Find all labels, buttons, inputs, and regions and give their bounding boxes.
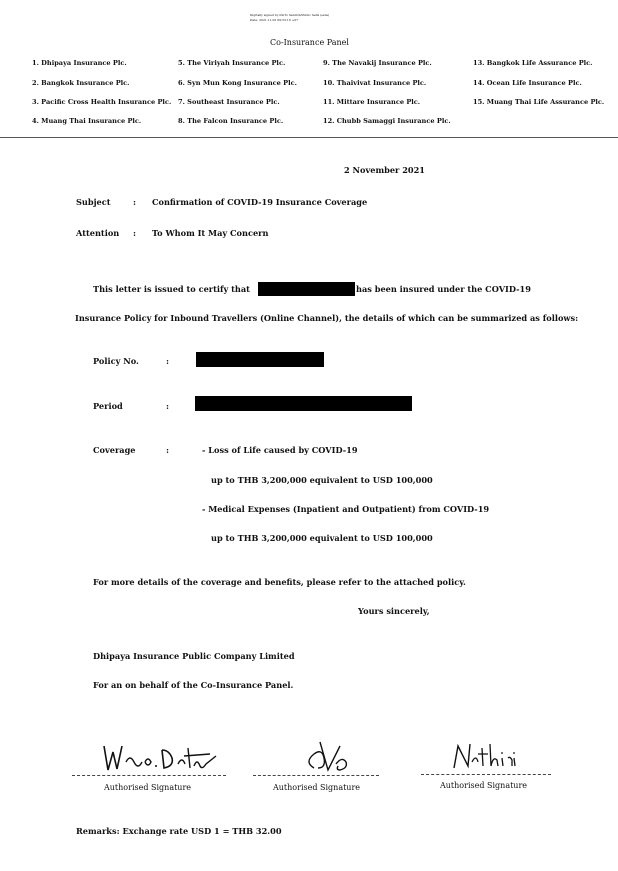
attention-value: To Whom It May Concern (152, 228, 269, 238)
signature-3-image (450, 740, 520, 772)
coverage-colon: : (166, 445, 170, 455)
period-colon: : (166, 401, 170, 411)
policy-label: Policy No. (93, 356, 139, 366)
certify-text-start: This letter is issued to certify that (93, 284, 250, 294)
subject-label: Subject (76, 197, 111, 207)
policy-colon: : (166, 356, 170, 366)
member-item: 9. The Navakij Insurance Plc. (323, 59, 432, 67)
company-name: Dhipaya Insurance Public Company Limited (93, 651, 295, 661)
coverage-item-2-amount: up to THB 3,200,000 equivalent to USD 100,000 (211, 533, 433, 543)
member-item: 10. Thaivivat Insurance Plc. (323, 79, 427, 87)
member-item: 12. Chubb Samaggi Insurance Plc. (323, 117, 451, 125)
insured-name-redaction (258, 282, 355, 296)
member-item: 11. Mittare Insurance Plc. (323, 98, 421, 106)
signature-3-line (421, 774, 551, 775)
signature-1-line (72, 775, 226, 776)
coverage-item-1: - Loss of Life caused by COVID-19 (202, 445, 358, 455)
coverage-label: Coverage (93, 445, 136, 455)
digital-signature-line-2: Date: 2021.11.02 09:53:16 +07 (250, 18, 299, 22)
signature-2-image (300, 740, 360, 776)
member-item: 5. The Viriyah Insurance Plc. (178, 59, 286, 67)
coverage-item-2: - Medical Expenses (Inpatient and Outpatient) from COVID-19 (202, 504, 490, 514)
certify-text-line-2: Insurance Policy for Inbound Travellers (Online Channel), the details of which can be summarized as follows: (75, 313, 579, 323)
subject-value: Confirmation of COVID-19 Insurance Coverage (152, 197, 368, 207)
member-item: 1. Dhipaya Insurance Plc. (32, 59, 127, 67)
member-item: 7. Southeast Insurance Plc. (178, 98, 280, 106)
closing-text: Yours sincerely, (358, 606, 430, 616)
signature-2-line (253, 775, 379, 776)
policy-number-redaction (196, 352, 324, 367)
header-divider (0, 137, 618, 138)
member-item: 8. The Falcon Insurance Plc. (178, 117, 284, 125)
subject-colon: : (133, 197, 137, 207)
certify-text-end: has been insured under the COVID-19 (356, 284, 531, 294)
attention-label: Attention (76, 228, 120, 238)
member-item: 6. Syn Mun Kong Insurance Plc. (178, 79, 297, 87)
member-item: 3. Pacific Cross Health Insurance Plc. (32, 98, 172, 106)
signature-1-label: Authorised Signature (104, 783, 192, 792)
member-item: 14. Ocean Life Insurance Plc. (473, 79, 582, 87)
attention-colon: : (133, 228, 137, 238)
period-redaction (195, 396, 412, 411)
panel-title: Co-Insurance Panel (270, 38, 349, 47)
member-item: 13. Bangkok Life Assurance Plc. (473, 59, 593, 67)
remarks-exchange-rate: Remarks: Exchange rate USD 1 = THB 32.00 (76, 826, 282, 836)
more-details-text: For more details of the coverage and benefits, please refer to the attached policy. (93, 577, 466, 587)
member-item: 15. Muang Thai Life Assurance Plc. (473, 98, 605, 106)
digital-signature-line-1: Digitally signed by nSiTo Sanitch/Public Sells (sens) (250, 13, 330, 17)
signature-1-image (98, 738, 223, 776)
letter-date: 2 November 2021 (344, 165, 426, 175)
behalf-text: For an on behalf of the Co-Insurance Panel. (93, 680, 294, 690)
signature-3-label: Authorised Signature (440, 781, 528, 790)
coverage-item-1-amount: up to THB 3,200,000 equivalent to USD 100,000 (211, 475, 433, 485)
member-item: 2. Bangkok Insurance Plc. (32, 79, 130, 87)
period-label: Period (93, 401, 123, 411)
member-item: 4. Muang Thai Insurance Plc. (32, 117, 142, 125)
signature-2-label: Authorised Signature (273, 783, 361, 792)
